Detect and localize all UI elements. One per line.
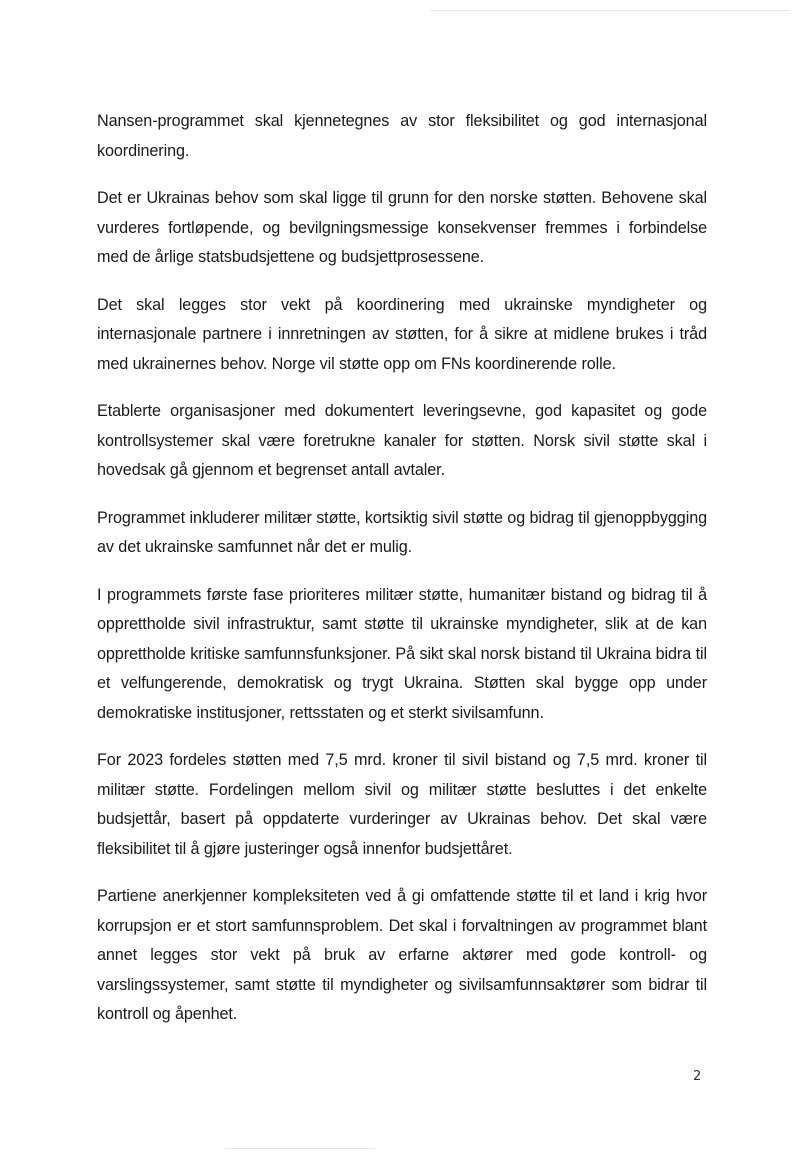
scan-artifact-bottom: [225, 1148, 375, 1149]
paragraph-ukraine-needs: Det er Ukrainas behov som skal ligge til grunn for den norske støtten. Behovene skal vurderes fortløpende, og bevilgningsmessige konsekvenser fremmes i forbindelse med de årlige statsbudsjettene og budsjettprosessene.: [97, 189, 707, 266]
paragraph-organisations: Etablerte organisasjoner med dokumentert leveringsevne, god kapasitet og gode kontrollsystemer skal være foretrukne kanaler for støtten. Norsk sivil støtte skal i hovedsak gå gjennom et begrenset antall avtaler.: [97, 402, 707, 479]
paragraph-2023-allocation: For 2023 fordeles støtten med 7,5 mrd. kroner til sivil bistand og 7,5 mrd. kroner til militær støtte. Fordelingen mellom sivil og militær støtte besluttes i det enkelte budsjettår, basert på oppdaterte vurderinger av Ukrainas behov. Det skal være fleksibilitet til å gjøre justeringer også innenfor budsjettåret.: [97, 751, 707, 858]
document-page: [97, 107, 707, 1048]
paragraph-program-scope: Programmet inkluderer militær støtte, kortsiktig sivil støtte og bidrag til gjenoppbygging av det ukrainske samfunnet når det er mulig.: [97, 508, 707, 556]
paragraph-corruption: Partiene anerkjenner kompleksiteten ved å gi omfattende støtte til et land i krig hvor korrupsjon er et stort samfunnsproblem. Det skal i forvaltningen av programmet blant annet legges stor vekt på bruk av erfarne aktører med gode kontroll- og varslingssystemer, samt støtte til myndigheter og sivilsamfunnsaktører som bidrar til kontroll og åpenhet.: [97, 887, 707, 1023]
paragraph-first-phase: I programmets første fase prioriteres militær støtte, humanitær bistand og bidrag til å opprettholde sivil infrastruktur, samt støtte til ukrainske myndigheter, slik at de kan opprettholde kritiske samfunnsfunksjoner. På sikt skal norsk bistand til Ukraina bidra til et velfungerende, demokratisk og trygt Ukraina. Støtten skal bygge opp under demokratiske institusjoner, rettsstaten og et sterkt sivilsamfunn.: [97, 585, 707, 722]
paragraph-coordination: Det skal legges stor vekt på koordinering med ukrainske myndigheter og internasjonale partnere i innretningen av støtten, for å sikre at midlene brukes i tråd med ukrainernes behov. Norge vil støtte opp om FNs koordinerende rolle.: [97, 295, 707, 373]
page-number: 2: [693, 1069, 702, 1084]
scan-artifact-top: [430, 10, 790, 11]
paragraph-flexibility: Nansen-programmet skal kjennetegnes av stor fleksibilitet og god internasjonal koordinering.: [97, 112, 707, 160]
